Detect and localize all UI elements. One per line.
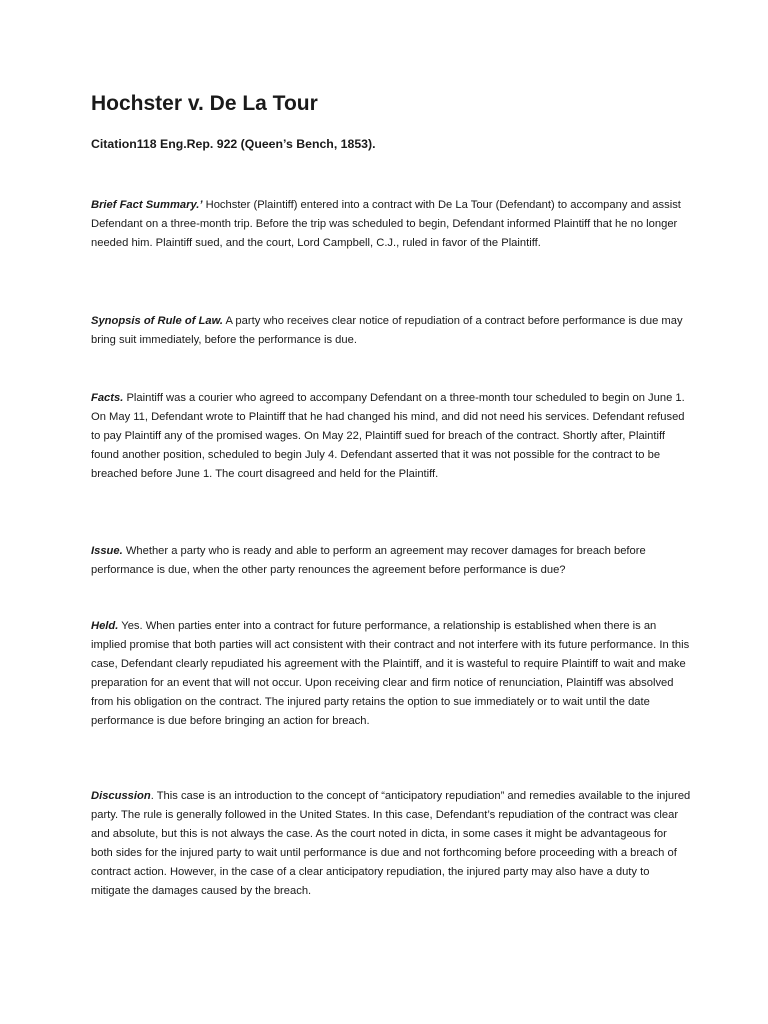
issue-section xyxy=(91,542,691,580)
facts-section xyxy=(91,389,691,484)
discussion-label: Discussion xyxy=(91,790,151,802)
document-page xyxy=(91,0,691,1024)
held-label: Held. xyxy=(91,620,119,632)
case-title: Hochster v. De La Tour xyxy=(91,92,318,115)
issue-text: Whether a party who is ready and able to perform an agreement may recover damages for breach before performance is due, when the other party renounces the agreement before performance is due? xyxy=(91,545,646,576)
rule-of-law-label: Synopsis of Rule of Law. xyxy=(91,315,223,327)
brief-fact-summary-section xyxy=(91,196,691,253)
brief-fact-summary-text: Hochster (Plaintiff) entered into a contract with De La Tour (Defendant) to accompany and assist Defendant on a three-month trip. Before the trip was scheduled to begin, Defendant informed Plaintiff that he no longer needed him. Plaintiff sued, and the court, Lord Campbell, C.J., ruled in favor of the Plaintiff. xyxy=(91,199,681,249)
issue-label: Issue. xyxy=(91,545,123,557)
facts-text: Plaintiff was a courier who agreed to accompany Defendant on a three-month tour scheduled to begin on June 1. On May 11, Defendant wrote to Plaintiff that he had changed his mind, and did not need his services. Defendant refused to pay Plaintiff any of the promised wages. On May 22, Plaintiff sued for breach of the contract. Shortly after, Plaintiff found another position, scheduled to begin July 4. Defendant asserted that it was not possible for the contract to be breached before June 1. The court disagreed and held for the Plaintiff. xyxy=(91,392,685,480)
rule-of-law-section xyxy=(91,312,691,350)
held-text: Yes. When parties enter into a contract for future performance, a relationship is established when there is an implied promise that both parties will act consistent with their contract and not interfere with its future performance. In this case, Defendant clearly repudiated his agreement with the Plaintiff, and it is wasteful to require Plaintiff to wait and make preparation for an event that will not occur. Upon receiving clear and firm notice of renunciation, Plaintiff was absolved from his obligation on the contract. The injured party retains the option to sue immediately or to wait until the date performance is due before bringing an action for breach. xyxy=(91,620,690,727)
discussion-text: . This case is an introduction to the concept of “anticipatory repudiation” and remedies available to the injured party. The rule is generally followed in the United States. In this case, Defendant’s repudiation of the contract was clear and absolute, but this is not always the case. As the court noted in dicta, in some cases it might be advantageous for both sides for the injured party to wait until performance is due and not forthcoming before proceeding with a breach of contract action. However, in the case of a clear anticipatory repudiation, the injured party may also have a duty to mitigate the damages caused by the breach. xyxy=(91,790,691,897)
rule-of-law-text: A party who receives clear notice of repudiation of a contract before performance is due may bring suit immediately, before the performance is due. xyxy=(91,315,683,346)
discussion-section xyxy=(91,787,691,901)
held-section xyxy=(91,617,691,731)
case-citation: Citation118 Eng.Rep. 922 (Queen’s Bench, 1853). xyxy=(91,137,376,151)
facts-label: Facts. xyxy=(91,392,124,404)
brief-fact-summary-label: Brief Fact Summary.’ xyxy=(91,199,203,211)
